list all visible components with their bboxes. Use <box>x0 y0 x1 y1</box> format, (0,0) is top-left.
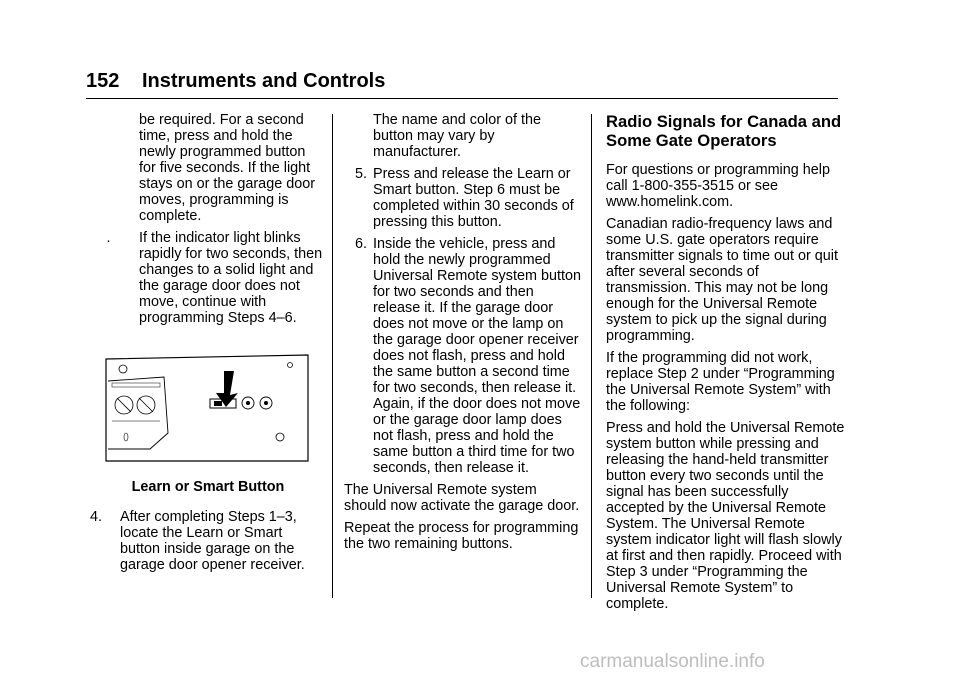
column-divider-2 <box>591 114 592 598</box>
paragraph-replace-step: If the programming did not work, replace Step 2 under “Programming the Universal Remote System” with the following: <box>606 350 835 414</box>
step-5-number: 5. <box>354 166 367 182</box>
column-2 <box>344 112 582 552</box>
paragraph-canadian-laws: Canadian radio-frequency laws and some U.S. gate operators require transmitter signals to time out or quit after several seconds of transmission. This may not be long enough for the Universal Remote system to pick up the signal during programming. <box>606 216 838 344</box>
step-5 <box>344 166 582 230</box>
step-6 <box>344 236 582 476</box>
bullet-text: If the indicator light blinks rapidly for two seconds, then changes to a solid light and the garage door does not move, continue with programming Steps 4–6. <box>139 230 323 326</box>
page-number: 152 <box>86 70 120 92</box>
bullet-item <box>90 230 326 326</box>
page-header <box>86 70 385 93</box>
step-4-number: 4. <box>90 509 103 525</box>
step-6-number: 6. <box>354 236 367 252</box>
column-1 <box>90 112 326 573</box>
paragraph-repeat: Repeat the process for programming the two remaining buttons. <box>344 520 579 552</box>
step-4-text: After completing Steps 1–3, locate the Learn or Smart button inside garage on the garage door opener receiver. <box>120 509 305 573</box>
section-heading: Radio Signals for Canada and Some Gate Operators <box>606 112 842 150</box>
header-rule <box>86 98 838 99</box>
step-4 <box>90 509 326 573</box>
column-divider-1 <box>332 114 333 598</box>
bullet-marker: . <box>106 230 111 246</box>
paragraph-help: For questions or programming help call 1-800-355-3515 or see www.homelink.com. <box>606 162 830 210</box>
paragraph-press-hold: Press and hold the Universal Remote system button while pressing and releasing the hand-held transmitter button every two seconds until the signal has been successfully accepted by the Universal Remote System. The Universal Remote system indicator light will flash slowly at first and then rapidly. Proceed with Step 3 under “Programming the Universal Remote System” to complete. <box>606 420 845 612</box>
watermark: carmanualsonline.info <box>580 651 765 672</box>
continued-paragraph: be required. For a second time, press and hold the newly programmed button for five seconds. If the light stays on or the garage door moves, programming is complete. <box>139 112 315 224</box>
figure-caption: Learn or Smart Button <box>131 479 285 495</box>
step-5-text: Press and release the Learn or Smart button. Step 6 must be completed within 30 seconds of pressing this button. <box>373 166 574 230</box>
learn-button-figure <box>102 353 312 463</box>
section-title: Instruments and Controls <box>142 70 386 92</box>
continued-paragraph: The name and color of the button may vary by manufacturer. <box>373 112 541 160</box>
paragraph-activate: The Universal Remote system should now activate the garage door. <box>344 482 580 514</box>
step-6-text: Inside the vehicle, press and hold the newly programmed Universal Remote system button for two seconds and then release it. If the garage door does not move or the lamp on the garage door opener receiver does not flash, press and hold the same button a second time for two seconds, then release it. Again, if the door does not move or the garage door lamp does not flash, press and hold the same button a third time for two seconds, then release it. <box>373 236 581 476</box>
garage-opener-illustration <box>102 353 312 463</box>
column-3 <box>606 112 846 612</box>
